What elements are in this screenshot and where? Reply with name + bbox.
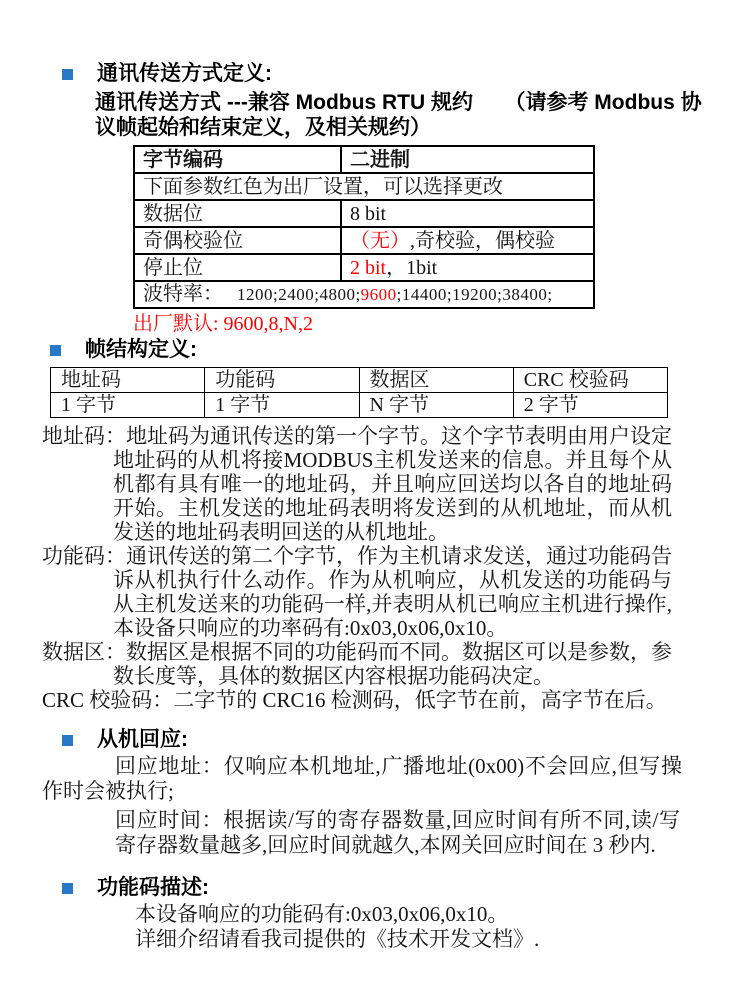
byte-encoding-header: 字节编码 [134, 146, 341, 173]
section-func [0, 876, 750, 952]
stop-bits-default: 2 bit [350, 256, 387, 279]
address-code-header: 地址码 [51, 368, 205, 393]
frame-definitions [42, 424, 672, 712]
section-frame-title: 帧结构定义: [85, 338, 197, 361]
stop-bits-options: ，1bit [386, 256, 438, 279]
bullet-square-icon [62, 883, 73, 894]
bullet-square-icon [62, 735, 73, 746]
table-row [134, 281, 594, 308]
func-codes-text: 本设备响应的功能码有:0x03,0x06,0x10。 [135, 902, 509, 926]
section-slave [0, 728, 750, 858]
parity-label: 奇偶校验位 [134, 227, 341, 254]
table-row [134, 254, 594, 281]
definition-term: 数据区： [42, 640, 126, 664]
definition-term: 地址码： [42, 424, 126, 448]
response-time-text: 回应时间：根据读/写的寄存器数量,回应时间有所不同,读/写寄存器数量越多,回应时间就越久,本网关回应时间在 3 秒内. [115, 808, 680, 857]
section-slave-heading [62, 728, 750, 752]
data-bits-value: 8 bit [341, 200, 594, 227]
crc-header: CRC 校验码 [513, 368, 667, 393]
comm-intro-text: 通讯传送方式 ---兼容 Modbus RTU 规约 （请参考 Modbus 协议帧起始和结束定义，及相关规约） [95, 91, 702, 139]
address-code-definition [42, 424, 672, 544]
definition-text: 通讯传送的第二个字节，作为主机请求发送，通过功能码告诉从机执行什么动作。作为从机响应，从机发送的功能码与从主机发送来的功能码一样,并表明从机已响应主机进行操作,本设备只响应的功率码有:0x03,0x06,0x10。 [113, 544, 672, 640]
table-row [51, 368, 668, 393]
parity-options: ,奇校验，偶校验 [410, 229, 555, 252]
table-row [134, 227, 594, 254]
section-func-heading [62, 876, 750, 900]
baud-rate-label: 波特率： [143, 283, 223, 305]
factory-default-text: 出厂默认: 9600,8,N,2 [133, 313, 313, 335]
definition-term: 功能码： [42, 544, 126, 568]
baud-rate-cell [134, 281, 594, 308]
frame-structure-table [50, 367, 668, 418]
func-doc-reference-text: 详细介绍请看我司提供的《技术开发文档》. [135, 927, 540, 951]
note-cell: 下面参数红色为出厂设置，可以选择更改 [134, 173, 594, 200]
binary-header: 二进制 [341, 146, 594, 173]
definition-text: 数据区是根据不同的功能码而不同。数据区可以是参数，参数长度等，具体的数据区内容根据功能码决定。 [113, 640, 672, 688]
table-row [51, 393, 668, 418]
crc-size: 2 字节 [513, 393, 667, 418]
address-code-size: 1 字节 [51, 393, 205, 418]
data-area-header: 数据区 [359, 368, 513, 393]
parity-value [341, 227, 594, 254]
function-code-header: 功能码 [205, 368, 359, 393]
serial-settings-table [133, 145, 595, 309]
data-bits-label: 数据位 [134, 200, 341, 227]
function-code-size: 1 字节 [205, 393, 359, 418]
stop-bits-label: 停止位 [134, 254, 341, 281]
definition-term: CRC 校验码： [42, 688, 174, 712]
data-area-definition [42, 640, 672, 688]
section-func-title: 功能码描述: [97, 876, 209, 899]
baud-rate-default: 9600 [360, 285, 397, 304]
table-row [134, 200, 594, 227]
bullet-square-icon [62, 69, 73, 80]
section-comm-heading [62, 62, 750, 86]
crc-definition [42, 688, 672, 712]
response-address-text: 回应地址：仅响应本机地址,广播地址(0x00)不会回应,但写操作时会被执行; [42, 754, 682, 803]
function-code-definition [42, 544, 672, 640]
baud-rate-list: 1200;2400;4800;9600;14400;19200;38400; [237, 285, 553, 304]
section-frame-heading [50, 338, 750, 362]
bullet-square-icon [50, 345, 61, 356]
data-area-size: N 字节 [359, 393, 513, 418]
parity-default: （无） [350, 229, 410, 252]
section-slave-title: 从机回应: [97, 728, 188, 751]
table-row [134, 146, 594, 173]
table-row [134, 173, 594, 200]
definition-text: 地址码为通讯传送的第一个字节。这个字节表明由用户设定地址码的从机将接MODBUS主机发送来的信息。并且每个从机都有具有唯一的地址码，并且响应回送均以各自的地址码开始。主机发送的地址码表明将发送到的从机地址，而从机发送的地址码表明回送的从机地址。 [113, 424, 672, 544]
section-comm-title: 通讯传送方式定义: [97, 62, 272, 85]
definition-text: 二字节的 CRC16 检测码，低字节在前，高字节在后。 [173, 688, 667, 712]
stop-bits-value [341, 254, 594, 281]
